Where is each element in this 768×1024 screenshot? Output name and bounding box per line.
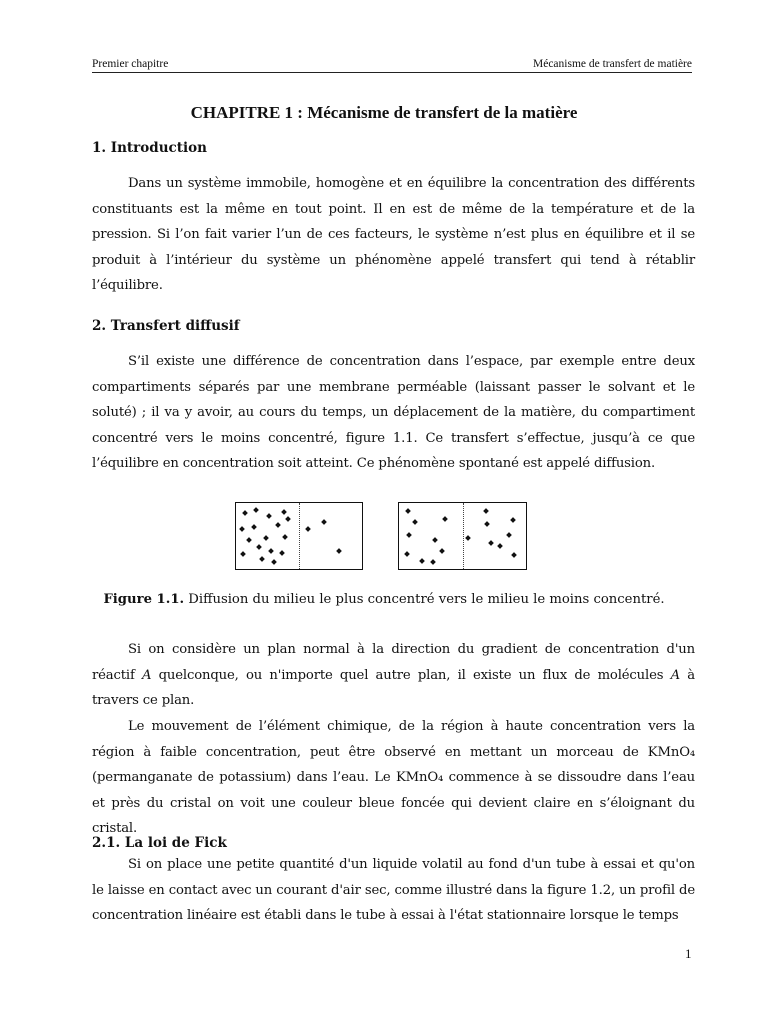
section-heading-fick-law: 2.1. La loi de Fick [92,835,227,851]
particle [275,522,281,528]
particle [419,558,425,564]
particle [484,521,490,527]
particle [510,517,516,523]
running-header [92,56,692,73]
membrane-divider [463,503,464,569]
particle [281,509,287,515]
diffusion-diagram-initial [235,502,363,570]
molecule-variable: A [670,667,680,683]
figure-caption [0,592,768,607]
particle [442,516,448,522]
flux-text-1: Si on considère un plan normal à la direction du gradient de concentration d'un réactif [92,642,695,683]
header-chapter: Premier chapitre [92,58,169,70]
fick-law-text: Si on place une petite quantité d'un liquide volatil au fond d'un tube à essai et qu'on le laisse en contact avec un courant d'air sec, comme illustré dans la figure 1.2, un profil de concentration linéaire est établi dans le tube à essai à l'état stationnaire lorsque le temps [92,857,695,924]
particle [497,543,503,549]
header-topic: Mécanisme de transfert de matière [532,58,692,70]
particle [483,508,489,514]
particle [246,537,252,543]
particle [412,519,418,525]
page-number: 1 [685,946,692,961]
particle [253,507,259,513]
particle [406,532,412,538]
particle [336,548,342,554]
flux-text-3: à travers ce plan. [92,667,695,709]
particle [511,552,517,558]
particle [506,532,512,538]
particle [285,516,291,522]
section-heading-introduction: 1. Introduction [92,140,207,156]
particle [439,548,445,554]
particle [465,535,471,541]
kmno4-text: Le mouvement de l’élément chimique, de la région à haute concentration vers la région à faible concentration, peut être observé en mettant un morceau de KMnO₄ (permanganate de potassium) dans l’eau. Le KMnO₄ commence à se dissoudre dans l’eau et près du cristal on voit une couleur bleue foncée qui devient claire en s’éloignant du cristal. [92,719,695,837]
particle [240,551,246,557]
particle [263,535,269,541]
fick-law-paragraph [92,852,695,929]
particle [279,550,285,556]
particle [251,524,257,530]
diffusive-transfer-paragraph [92,349,695,477]
particle [282,534,288,540]
particle [266,513,272,519]
particle [242,510,248,516]
membrane-divider [299,503,300,569]
particle [488,540,494,546]
particle [305,526,311,532]
diffusion-diagram-equilibrium [398,502,527,570]
reactant-variable: A [141,667,152,683]
diffusive-transfer-text: S’il existe une différence de concentration dans l’espace, par exemple entre deux compartiments séparés par une membrane perméable (laissant passer le solvant et le soluté) ; il va y avoir, au cours du temps, un déplacement de la matière, du compartiment concentré vers le moins concentré, figure 1.1. Ce transfert s’effectue, jusqu’à ce que l’équilibre en concentration soit atteint. Ce phénomène spontané est appelé diffusion. [92,354,695,472]
particle [432,537,438,543]
flux-text-2: quelconque, ou n'importe quel autre plan, il existe un flux de molécules [151,667,671,683]
particle [239,526,245,532]
particle [271,559,277,565]
kmno4-paragraph [92,714,695,842]
particle [404,551,410,557]
particle [405,508,411,514]
figure-caption-text: Diffusion du milieu le plus concentré vers le milieu le moins concentré. [184,592,665,607]
introduction-paragraph [92,171,695,299]
particle [321,519,327,525]
section-heading-diffusive-transfer: 2. Transfert diffusif [92,318,240,334]
particle [256,544,262,550]
particle [430,559,436,565]
particle [259,556,265,562]
particle [268,548,274,554]
flux-paragraph [92,637,695,714]
introduction-text: Dans un système immobile, homogène et en équilibre la concentration des différents constituants est la même en tout point. Il en est de même de la température et de la pression. Si l’on fait varier l’un de ces facteurs, le système n’est plus en équilibre et il se produit à l’intérieur du système un phénomène appelé transfert qui tend à rétablir l’équilibre. [92,176,695,294]
chapter-title: CHAPITRE 1 : Mécanisme de transfert de la matière [190,103,578,122]
figure-label: Figure 1.1. [103,592,185,607]
